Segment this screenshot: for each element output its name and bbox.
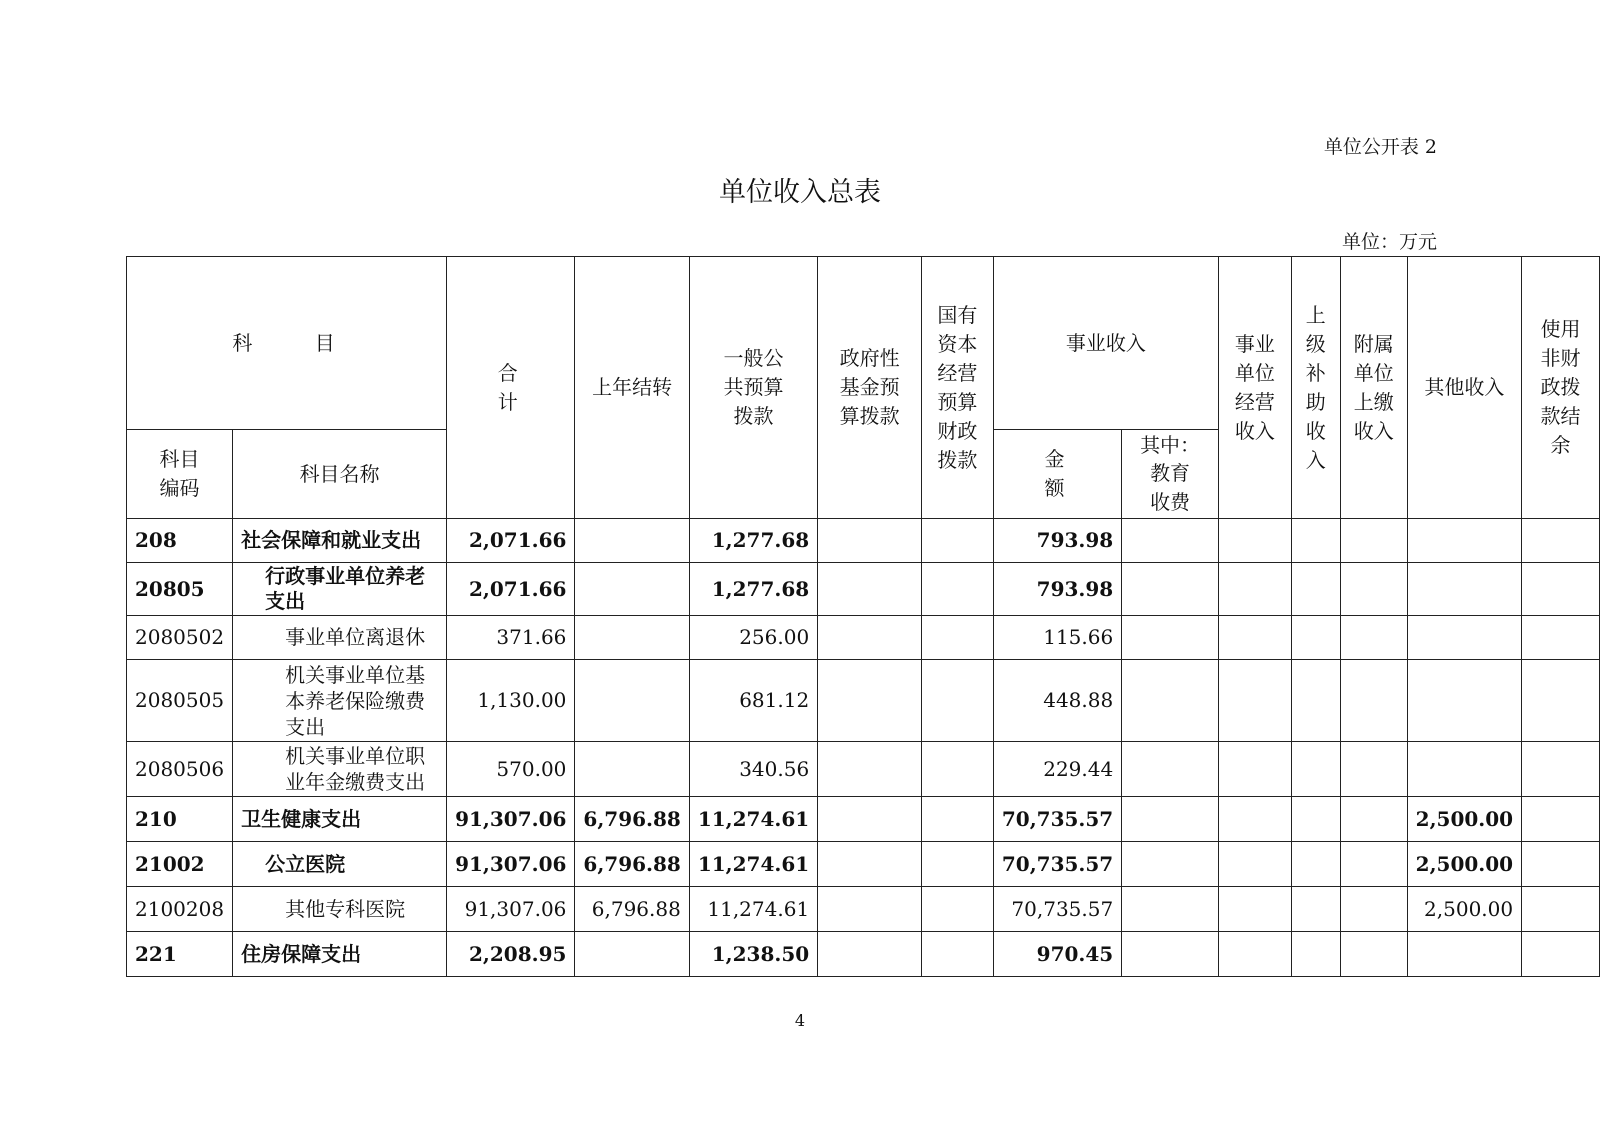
row-business: 793.98: [993, 519, 1121, 563]
row-superior: [1291, 660, 1340, 742]
row-name: 公立医院: [233, 842, 447, 887]
row-code: 21002: [127, 842, 233, 887]
row-other: [1407, 660, 1521, 742]
row-state-capital: [921, 616, 993, 660]
row-operating: [1218, 842, 1291, 887]
row-other: [1407, 616, 1521, 660]
row-affiliated: [1340, 742, 1407, 797]
row-affiliated: [1340, 519, 1407, 563]
row-edu-fee: [1122, 887, 1219, 932]
row-name: 事业单位离退休: [233, 616, 447, 660]
row-superior: [1291, 932, 1340, 977]
header-general-budget: [689, 257, 817, 519]
row-affiliated: [1340, 616, 1407, 660]
row-general: 340.56: [689, 742, 817, 797]
row-superior: [1291, 519, 1340, 563]
row-edu-fee: [1122, 932, 1219, 977]
row-general: 1,238.50: [689, 932, 817, 977]
row-other: 2,500.00: [1407, 887, 1521, 932]
row-state-capital: [921, 887, 993, 932]
row-business: 115.66: [993, 616, 1121, 660]
row-other: 2,500.00: [1407, 797, 1521, 842]
table-row: [127, 742, 1600, 797]
row-business: 70,735.57: [993, 842, 1121, 887]
page-number: 4: [794, 1011, 806, 1030]
row-affiliated: [1340, 842, 1407, 887]
row-state-capital: [921, 563, 993, 616]
header-superior-subsidy-label: 上级补助收入: [1305, 302, 1326, 472]
row-gov-fund: [818, 932, 922, 977]
row-non-fiscal: [1522, 742, 1600, 797]
row-superior: [1291, 842, 1340, 887]
row-general: 681.12: [689, 660, 817, 742]
table-row: [127, 932, 1600, 977]
row-code: 2080502: [127, 616, 233, 660]
row-total: 2,208.95: [447, 932, 575, 977]
row-state-capital: [921, 797, 993, 842]
header-edu-fee-label: [1130, 459, 1210, 517]
row-total: 91,307.06: [447, 842, 575, 887]
row-affiliated: [1340, 563, 1407, 616]
header-row-1: [127, 257, 1600, 430]
header-gov-fund: [818, 257, 922, 519]
row-business: 448.88: [993, 660, 1121, 742]
row-general: 1,277.68: [689, 563, 817, 616]
row-non-fiscal: [1522, 797, 1600, 842]
header-edu-fee-text: 教育收费: [1150, 461, 1191, 514]
row-carryover: [575, 932, 689, 977]
header-affiliated-income-label: 附属单位上缴收入: [1353, 331, 1394, 443]
row-other: [1407, 742, 1521, 797]
row-state-capital: [921, 519, 993, 563]
header-code: [127, 430, 233, 519]
row-gov-fund: [818, 519, 922, 563]
row-business: 970.45: [993, 932, 1121, 977]
row-business: 70,735.57: [993, 887, 1121, 932]
row-gov-fund: [818, 563, 922, 616]
row-non-fiscal: [1522, 563, 1600, 616]
row-total: 91,307.06: [447, 797, 575, 842]
row-total: 1,130.00: [447, 660, 575, 742]
income-table: [126, 256, 1600, 977]
row-edu-fee: [1122, 842, 1219, 887]
header-non-fiscal-balance-label: 使用非财政拨款结余: [1540, 317, 1581, 457]
row-name: 社会保障和就业支出: [233, 519, 447, 563]
row-carryover: [575, 519, 689, 563]
row-code: 221: [127, 932, 233, 977]
header-affiliated-income: [1340, 257, 1407, 519]
row-carryover: 6,796.88: [575, 797, 689, 842]
row-gov-fund: [818, 797, 922, 842]
row-other: 2,500.00: [1407, 842, 1521, 887]
row-operating: [1218, 932, 1291, 977]
header-amount: 金 额: [993, 430, 1121, 519]
table-row: [127, 797, 1600, 842]
row-name: 卫生健康支出: [233, 797, 447, 842]
row-name: 行政事业单位养老支出: [233, 563, 447, 616]
row-general: 1,277.68: [689, 519, 817, 563]
row-general: 256.00: [689, 616, 817, 660]
row-affiliated: [1340, 797, 1407, 842]
row-operating: [1218, 563, 1291, 616]
table-row: [127, 887, 1600, 932]
row-operating: [1218, 660, 1291, 742]
row-business: 70,735.57: [993, 797, 1121, 842]
header-gov-fund-label: 政府性基金预算拨款: [839, 346, 900, 428]
row-total: 2,071.66: [447, 519, 575, 563]
row-affiliated: [1340, 660, 1407, 742]
header-edu-fee: [1122, 430, 1219, 519]
row-name: 机关事业单位职业年金缴费支出: [233, 742, 447, 797]
row-affiliated: [1340, 932, 1407, 977]
row-code: 2100208: [127, 887, 233, 932]
row-gov-fund: [818, 887, 922, 932]
row-edu-fee: [1122, 797, 1219, 842]
row-code: 208: [127, 519, 233, 563]
row-code: 210: [127, 797, 233, 842]
row-carryover: 6,796.88: [575, 887, 689, 932]
table-row: [127, 842, 1600, 887]
row-carryover: [575, 563, 689, 616]
row-edu-fee: [1122, 660, 1219, 742]
row-name: 机关事业单位基本养老保险缴费支出: [233, 660, 447, 742]
header-total: 合 计: [447, 257, 575, 519]
row-non-fiscal: [1522, 519, 1600, 563]
row-total: 371.66: [447, 616, 575, 660]
header-operating-income: [1218, 257, 1291, 519]
row-operating: [1218, 742, 1291, 797]
header-general-budget-label: 一般公共预算拨款: [723, 346, 784, 428]
row-gov-fund: [818, 660, 922, 742]
row-code: 2080506: [127, 742, 233, 797]
row-business: 229.44: [993, 742, 1121, 797]
row-edu-fee: [1122, 519, 1219, 563]
header-name: 科目名称: [233, 430, 447, 519]
unit-label: 单位：万元: [1341, 231, 1437, 253]
row-non-fiscal: [1522, 932, 1600, 977]
row-superior: [1291, 616, 1340, 660]
row-gov-fund: [818, 616, 922, 660]
row-operating: [1218, 519, 1291, 563]
header-operating-income-label: 事业单位经营收入: [1234, 331, 1275, 443]
row-total: 570.00: [447, 742, 575, 797]
row-code: 20805: [127, 563, 233, 616]
row-non-fiscal: [1522, 616, 1600, 660]
row-gov-fund: [818, 842, 922, 887]
table-row: [127, 616, 1600, 660]
row-carryover: [575, 660, 689, 742]
row-state-capital: [921, 660, 993, 742]
header-superior-subsidy: [1291, 257, 1340, 519]
row-gov-fund: [818, 742, 922, 797]
row-state-capital: [921, 742, 993, 797]
row-edu-fee: [1122, 742, 1219, 797]
header-other-income: [1407, 257, 1521, 519]
header-non-fiscal-balance: [1522, 257, 1600, 519]
header-business-income: 事业收入: [993, 257, 1218, 430]
row-carryover: [575, 616, 689, 660]
row-state-capital: [921, 842, 993, 887]
row-other: [1407, 563, 1521, 616]
row-affiliated: [1340, 887, 1407, 932]
header-code-label: 科目编码: [159, 447, 200, 500]
header-carryover: 上年结转: [575, 257, 689, 519]
row-total: 91,307.06: [447, 887, 575, 932]
row-business: 793.98: [993, 563, 1121, 616]
header-subject: 科 目: [127, 257, 447, 430]
row-carryover: 6,796.88: [575, 842, 689, 887]
table-row: [127, 563, 1600, 616]
row-superior: [1291, 797, 1340, 842]
row-other: [1407, 932, 1521, 977]
row-non-fiscal: [1522, 842, 1600, 887]
header-state-capital: [921, 257, 993, 519]
row-other: [1407, 519, 1521, 563]
row-carryover: [575, 742, 689, 797]
row-general: 11,274.61: [689, 842, 817, 887]
row-edu-fee: [1122, 616, 1219, 660]
table-row: [127, 519, 1600, 563]
row-superior: [1291, 887, 1340, 932]
row-operating: [1218, 616, 1291, 660]
row-total: 2,071.66: [447, 563, 575, 616]
row-superior: [1291, 563, 1340, 616]
row-code: 2080505: [127, 660, 233, 742]
row-name: 其他专科医院: [233, 887, 447, 932]
row-general: 11,274.61: [689, 797, 817, 842]
row-non-fiscal: [1522, 887, 1600, 932]
row-operating: [1218, 797, 1291, 842]
form-id: 单位公开表 2: [1323, 136, 1437, 158]
row-state-capital: [921, 932, 993, 977]
header-state-capital-label: 国有资本经营预算财政拨款: [937, 302, 978, 472]
header-of-which: 其中：: [1140, 433, 1201, 457]
table-row: [127, 660, 1600, 742]
row-general: 11,274.61: [689, 887, 817, 932]
page-title: 单位收入总表: [719, 177, 881, 208]
row-operating: [1218, 887, 1291, 932]
row-non-fiscal: [1522, 660, 1600, 742]
row-edu-fee: [1122, 563, 1219, 616]
header-other-income-label: 其他收入: [1424, 375, 1505, 399]
row-name: 住房保障支出: [233, 932, 447, 977]
row-superior: [1291, 742, 1340, 797]
